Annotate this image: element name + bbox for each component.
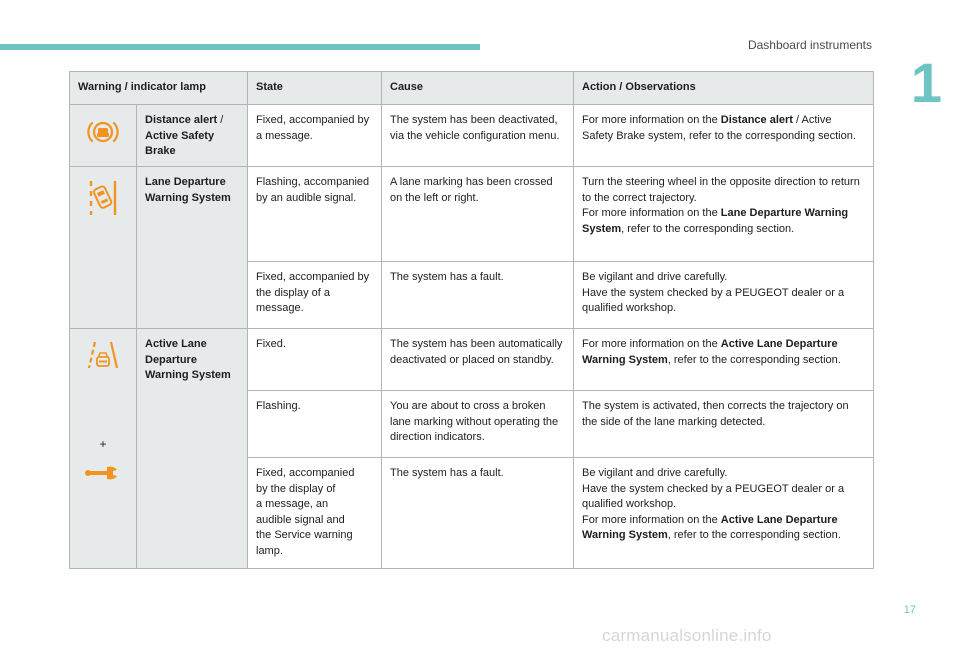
table-row <box>70 167 874 262</box>
active-lane-departure-icon <box>86 339 120 371</box>
page-number: 17 <box>903 604 916 616</box>
action-cell <box>574 105 874 167</box>
chapter-number: 1 <box>910 51 942 114</box>
action-text-3: For more information on the <box>582 513 721 526</box>
action-text: Be vigilant and drive carefully. <box>582 271 728 283</box>
cause-cell: You are about to cross a broken lane marking without operating the direction indicators. <box>382 391 574 458</box>
icon-cell <box>70 105 137 167</box>
icon-cell <box>70 167 137 329</box>
cause-cell: A lane marking has been crossed on the left or right. <box>382 167 574 262</box>
action-bold: Active Lane Departure Warning System <box>582 338 838 366</box>
table-row <box>70 329 874 391</box>
state-line: a message, an <box>256 498 329 510</box>
table-header-row <box>70 72 874 105</box>
action-text-2: For more information on the <box>582 207 721 219</box>
cause-cell: The system has been automatically deactivated or placed on standby. <box>382 329 574 391</box>
lamp-name-bold: Distance alert <box>145 114 218 126</box>
state-line: Fixed, accompanied <box>256 467 355 479</box>
wrench-icon <box>85 465 121 481</box>
distance-alert-icon <box>86 115 120 149</box>
cause-cell: The system has a fault. <box>382 458 574 569</box>
action-cell <box>574 262 874 329</box>
action-text-2: , refer to the corresponding section. <box>667 353 841 366</box>
state-line: audible signal and <box>256 513 345 526</box>
header-accent-bar <box>0 44 480 50</box>
header-state: State <box>248 72 382 105</box>
state-line: the Service warning <box>256 529 353 541</box>
action-text-2: Have the system checked by a PEUGEOT dealer or a qualified workshop. <box>582 482 845 510</box>
action-cell <box>574 329 874 391</box>
header-cause: Cause <box>382 72 574 105</box>
lamp-name-bold-2: Active Safety Brake <box>145 129 215 157</box>
action-cell <box>574 167 874 262</box>
action-text: Turn the steering wheel in the opposite direction to return to the correct trajectory. <box>582 176 860 204</box>
state-cell: Flashing, accompanied by an audible signal. <box>248 167 382 262</box>
icon-cell <box>70 329 137 569</box>
header-action: Action / Observations <box>574 72 874 105</box>
action-text-3: , refer to the corresponding section. <box>621 222 795 235</box>
action-bold: Active Lane Departure Warning System <box>582 513 838 541</box>
action-cell <box>574 458 874 569</box>
action-text: For more information on the <box>582 114 721 126</box>
action-text-4: , refer to the corresponding section. <box>667 529 841 541</box>
lamp-name-separator: / <box>217 114 224 126</box>
state-cell: Fixed, accompanied by the display of a message. <box>248 262 382 329</box>
cause-cell: The system has a fault. <box>382 262 574 329</box>
lane-departure-icon <box>86 177 120 217</box>
state-line: by the display of <box>256 482 336 495</box>
lamp-name: Active Lane Departure Warning System <box>137 329 248 569</box>
watermark: carmanualsonline.info <box>602 626 772 645</box>
action-text-2: / Active Safety Brake system, refer to the corresponding section. <box>582 114 856 142</box>
warning-lamp-table <box>69 71 874 569</box>
cause-cell: The system has been deactivated, via the vehicle configuration menu. <box>382 105 574 167</box>
action-bold: Lane Departure Warning System <box>582 207 849 235</box>
state-cell: Fixed, accompanied by a message. <box>248 105 382 167</box>
state-cell: Fixed. <box>248 329 382 391</box>
action-text: For more information on the <box>582 338 721 350</box>
header-warning-lamp: Warning / indicator lamp <box>70 72 248 105</box>
state-cell: Flashing. <box>248 391 382 458</box>
action-text-2: Have the system checked by a PEUGEOT dealer or a qualified workshop. <box>582 286 845 314</box>
action-cell: The system is activated, then corrects the trajectory on the side of the lane marking detected. <box>574 391 874 458</box>
plus-sign: + <box>99 437 107 451</box>
table-row <box>70 105 874 167</box>
action-bold: Distance alert <box>720 114 793 126</box>
lamp-name: Lane Departure Warning System <box>137 167 248 329</box>
action-text: Be vigilant and drive carefully. <box>582 467 728 479</box>
section-title: Dashboard instruments <box>747 38 872 52</box>
state-line: lamp. <box>256 544 283 557</box>
state-cell <box>248 458 382 569</box>
lamp-name <box>137 105 248 167</box>
